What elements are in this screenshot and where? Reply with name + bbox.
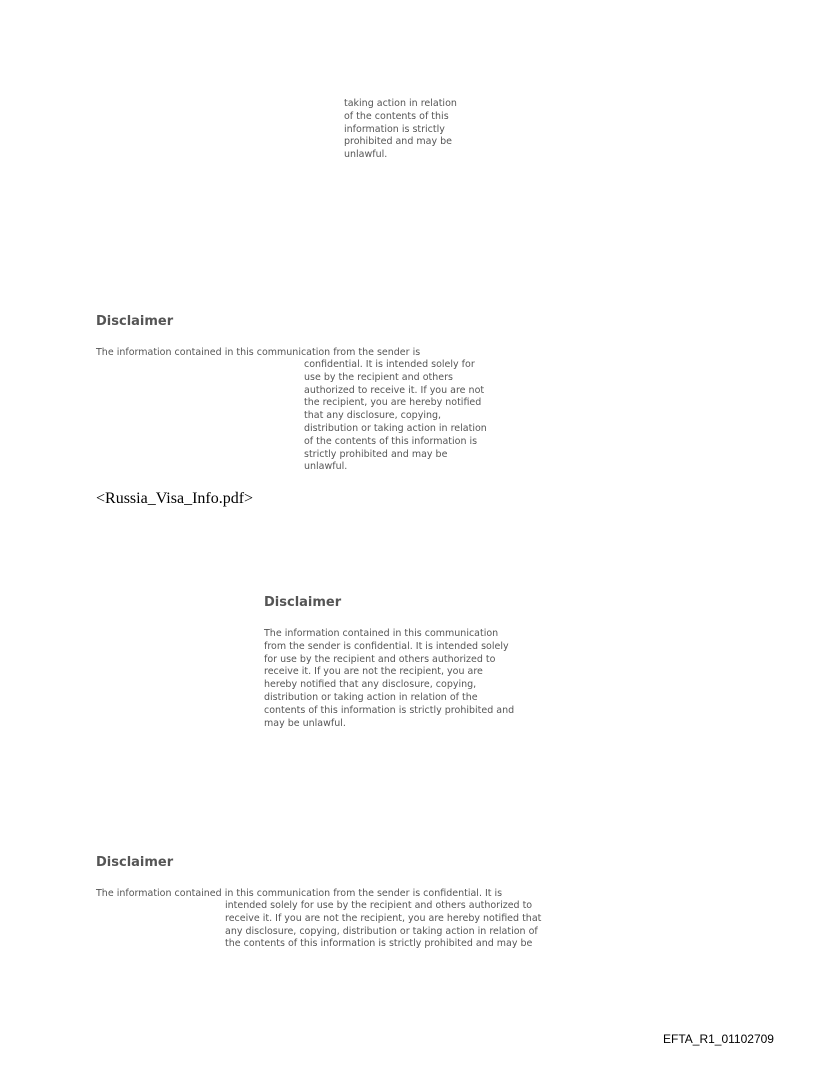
disclaimer-first-line: The information contained in this communication from the sender is bbox=[96, 347, 421, 358]
disclaimer-line: unlawful. bbox=[344, 149, 388, 161]
disclaimer-body bbox=[304, 359, 487, 474]
disclaimer-line: distribution or taking action in relation bbox=[304, 422, 487, 434]
disclaimer-first-line: The information contained in this communication from the sender is confidential. It is bbox=[96, 888, 503, 899]
disclaimer-line: from the sender is confidential. It is intended solely bbox=[264, 640, 509, 652]
disclaimer-line: of the contents of this information is bbox=[304, 435, 478, 447]
disclaimer-line: prohibited and may be bbox=[344, 136, 452, 148]
disclaimer-line: distribution or taking action in relation of the bbox=[264, 691, 478, 703]
attachment-filename: <Russia_Visa_Info.pdf> bbox=[96, 490, 254, 507]
disclaimer-line: strictly prohibited and may be bbox=[304, 448, 448, 460]
disclaimer-line: taking action in relation bbox=[344, 98, 457, 109]
disclaimer-line: information is strictly bbox=[344, 123, 445, 135]
document-id: EFTA_R1_01102709 bbox=[663, 1032, 774, 1046]
disclaimer-line: the recipient, you are hereby notified bbox=[304, 397, 482, 409]
disclaimer-line: of the contents of this bbox=[344, 110, 449, 122]
disclaimer-line: unlawful. bbox=[304, 461, 348, 473]
disclaimer-line: may be unlawful. bbox=[264, 717, 346, 729]
disclaimer-body bbox=[225, 900, 541, 951]
disclaimer-fragment-top bbox=[344, 98, 457, 162]
disclaimer-line: that any disclosure, copying, bbox=[304, 410, 442, 422]
disclaimer-line: authorized to receive it. If you are not bbox=[304, 384, 485, 396]
disclaimer-line: contents of this information is strictly prohibited and bbox=[264, 704, 515, 716]
disclaimer-heading: Disclaimer bbox=[264, 595, 342, 610]
disclaimer-line: hereby notified that any disclosure, copying, bbox=[264, 679, 477, 691]
disclaimer-heading: Disclaimer bbox=[96, 855, 174, 870]
disclaimer-line: any disclosure, copying, distribution or taking action in relation of bbox=[225, 925, 538, 937]
disclaimer-line: confidential. It is intended solely for bbox=[304, 359, 475, 370]
disclaimer-line: the contents of this information is strictly prohibited and may be bbox=[225, 938, 533, 950]
disclaimer-body bbox=[264, 628, 514, 730]
disclaimer-heading: Disclaimer bbox=[96, 314, 174, 329]
disclaimer-line: receive it. If you are not the recipient, you are hereby notified that bbox=[225, 912, 542, 924]
disclaimer-line: The information contained in this communication bbox=[264, 628, 499, 639]
disclaimer-line: use by the recipient and others bbox=[304, 371, 453, 383]
disclaimer-line: receive it. If you are not the recipient, you are bbox=[264, 666, 483, 678]
disclaimer-line: for use by the recipient and others authorized to bbox=[264, 653, 496, 665]
disclaimer-line: intended solely for use by the recipient and others authorized to bbox=[225, 900, 533, 911]
